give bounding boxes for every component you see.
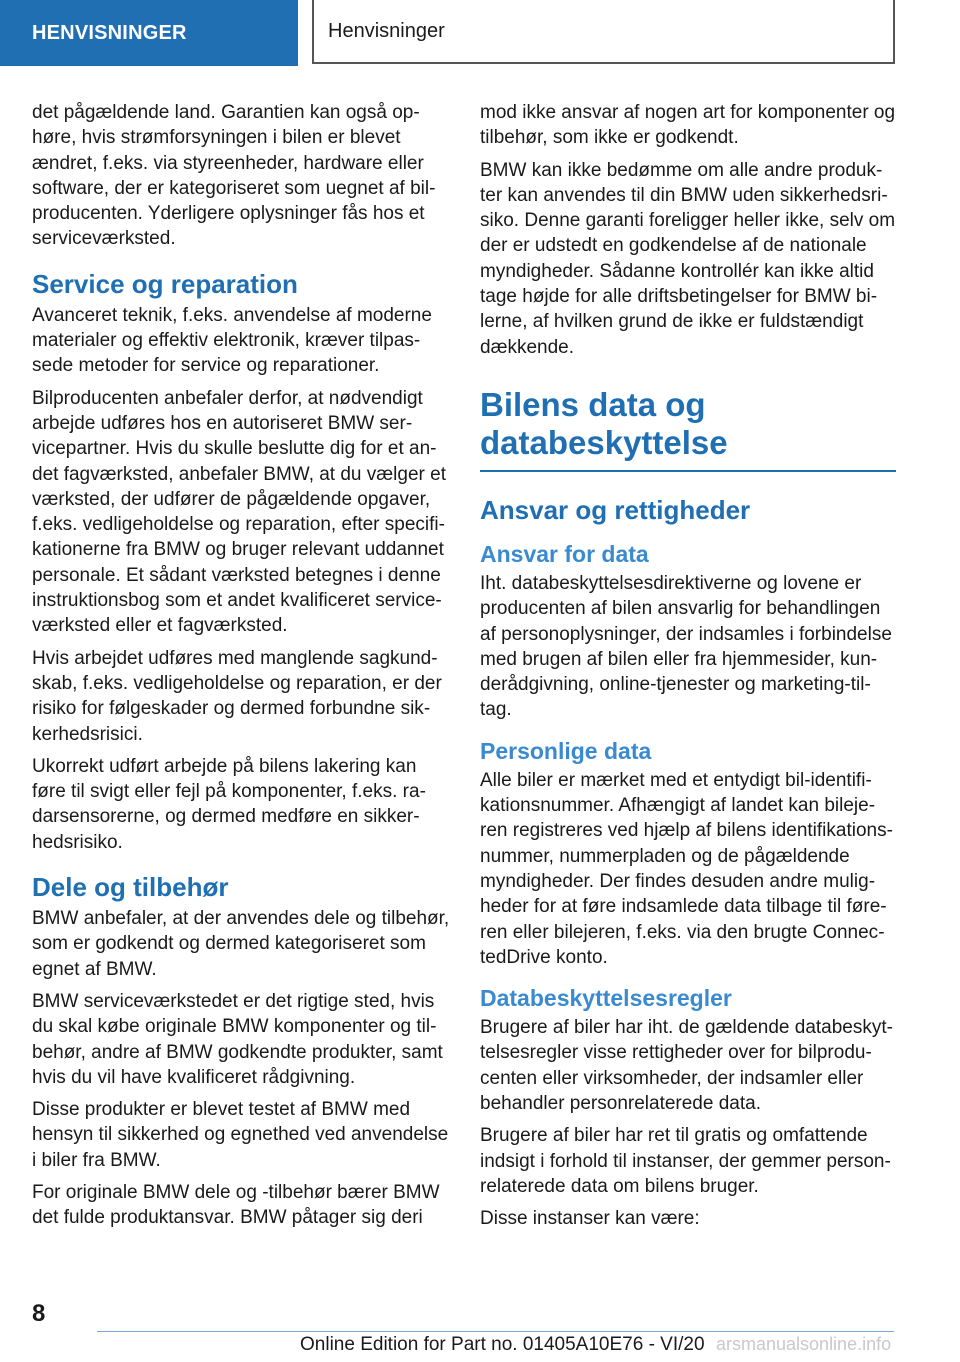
page-header	[0, 0, 960, 66]
left-column	[32, 100, 450, 1238]
heading-service: Service og reparation	[32, 268, 298, 299]
paragraph: BMW serviceværkstedet er det rigtige sted, hvis du skal købe originale BMW komponenter og tilbehør, andre af BMW godkendte produkter, samt hvis du vil have kvalificeret rådgivning.	[32, 990, 443, 1088]
paragraph: Disse produkter er blevet testet af BMW med hensyn til sikkerhed og egnethed ved anvendelse i biler fra BMW.	[32, 1099, 449, 1171]
paragraph: mod ikke ansvar af nogen art for komponenter og tilbehør, som ikke er godkendt.	[480, 102, 896, 149]
edition-footer: Online Edition for Part no. 01405A10E76 - VI/20	[300, 1334, 705, 1355]
paragraph: Hvis arbejdet udføres med manglende sagkundskab, f.eks. vedligeholdelse og reparation, er der risiko for følgeskader og dermed forbundne sikkerhedsrisici.	[32, 647, 442, 745]
heading-main: Bilens data og databeskyttelse	[480, 386, 896, 472]
chapter-tab: HENVISNINGER	[0, 0, 298, 66]
heading-data: Ansvar for data	[480, 540, 649, 567]
section-title: Henvisninger	[312, 0, 895, 64]
paragraph: BMW kan ikke bedømme om alle andre produkter kan anvendes til din BMW uden sikkerhedsrisiko. Denne garanti foreligger heller ikke, selv om der er udstedt en godkendelse af de nationale myndigheder. Sådanne kontrollér kan ikke altid tage højde for alle driftsbetingelser for BMW bilerne, af hvilken grund de ikke er fuldstændigt dækkende.	[480, 159, 896, 358]
watermark: arsmanualsonline.info	[716, 1334, 892, 1354]
paragraph: Disse instanser kan være:	[480, 1208, 700, 1230]
paragraph: Avanceret teknik, f.eks. anvendelse af moderne materialer og effektiv elektronik, kræver tilpassede metoder for service og reparationer.	[32, 304, 432, 377]
heading-responsibility: Ansvar og rettigheder	[480, 494, 751, 525]
paragraph: For originale BMW dele og -tilbehør bærer BMW det fulde produktansvar. BMW påtager sig deri	[32, 1181, 440, 1229]
right-column	[480, 100, 896, 1239]
paragraph: Brugere af biler har ret til gratis og omfattende indsigt i forhold til instanser, der gemmer personrelaterede data om bilens bruger.	[480, 1125, 891, 1197]
footer-divider	[97, 1331, 894, 1332]
page-number: 8	[32, 1300, 46, 1327]
paragraph: Bilproducenten anbefaler derfor, at nødvendigt arbejde udføres hos en autoriseret BMW servicepartner. Hvis du skulle beslutte dig for et andet fagværksted, anbefaler BMW, at du vælger et værksted, der udfører de pågældende opgaver, f.eks. vedligeholdelse og reparation, efter specifikationerne fra BMW og bruger relevant uddannet personale. Et sådant værksted betegnes i denne instruktionsbog som et andet kvalificeret serviceværksted eller et fagværksted.	[32, 387, 446, 637]
paragraph: Alle biler er mærket med et entydigt bil-identifikationsnummer. Afhængigt af landet kan bilejeren registreres ved hjælp af bilens identifikationsnummer, nummerpladen og de pågældende myndigheder. Der findes desuden andre muligheder for at føre indsamlede data tilbage til føreren eller bilejeren, f.eks. via den brugte ConnectedDrive konto.	[480, 769, 893, 968]
paragraph: det pågældende land. Garantien kan også ophøre, hvis strømforsyningen i bilen er blevet ændret, f.eks. via styreenheder, hardware eller software, der er kategoriseret som uegnet af bilproducenten. Yderligere oplysninger fås hos et serviceværksted.	[32, 102, 436, 250]
paragraph: Brugere af biler har iht. de gældende databeskyttelsesregler visse rettigheder over for bilproducenten eller virksomheder, der indsamler eller behandler personrelaterede data.	[480, 1017, 893, 1115]
paragraph: BMW anbefaler, at der anvendes dele og tilbehør, som er godkendt og dermed kategoriseret som egnet af BMW.	[32, 908, 450, 980]
paragraph: Iht. databeskyttelsesdirektiverne og lovene er producenten af bilen ansvarlig for behandlingen af personoplysninger, der indsamles i forbindelse med brugen af bilen eller fra hjemmesider, kunderådgivning, online-tjenester og marketing-tiltag.	[480, 572, 892, 721]
paragraph: Ukorrekt udført arbejde på bilens lakering kan føre til svigt eller fejl på komponenter, f.eks. radarsensorerne, og dermed medføre en sikkerhedsrisiko.	[32, 755, 426, 853]
heading-parts: Dele og tilbehør	[32, 872, 229, 903]
heading-personal: Personlige data	[480, 737, 652, 764]
heading-rules: Databeskyttelsesregler	[480, 985, 732, 1012]
